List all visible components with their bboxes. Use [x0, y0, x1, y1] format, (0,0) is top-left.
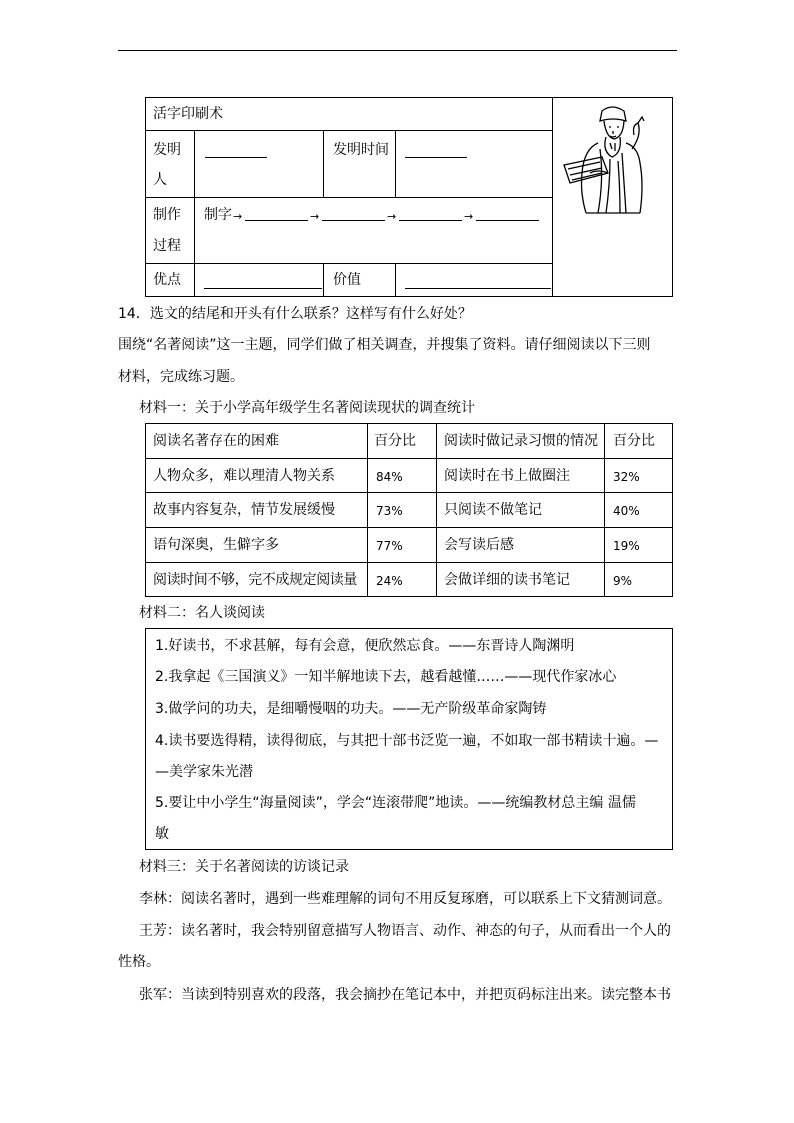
material2-title: 材料二：名人谈阅读	[139, 605, 265, 621]
arrow-icon: →	[387, 210, 397, 223]
value-blank[interactable]	[405, 288, 551, 289]
quote-line: —美学家朱光潜	[155, 764, 253, 780]
quote-line: 5.要让中小学生“海量阅读”，学会“连滚带爬”地读。——统编教材总主编 温儒	[155, 795, 636, 811]
table-cell: 24%	[376, 574, 403, 588]
question-14: 14．选文的结尾和开头有什么联系？这样写有什么好处？	[118, 306, 472, 322]
quote-line: 4.读书要选得精，读得彻底，与其把十部书泛览一遍，不如取一部书精读十遍。—	[155, 733, 659, 749]
table-cell: 19%	[613, 539, 640, 553]
table-cell: 40%	[613, 504, 640, 518]
table-cell: 人物众多，难以理清人物关系	[153, 468, 335, 484]
table-cell: 73%	[376, 504, 403, 518]
material1-title: 材料一：关于小学高年级学生名著阅读现状的调查统计	[139, 400, 475, 416]
table-cell: 语句深奥，生僻字多	[153, 537, 279, 553]
value-label: 价值	[333, 272, 361, 288]
intro-line-1: 围绕“名著阅读”这一主题，同学们做了相关调查，并搜集了资料。请仔细阅读以下三则	[118, 337, 651, 353]
table-cell: 故事内容复杂，情节发展缓慢	[153, 502, 335, 518]
table-cell: 会写读后感	[444, 537, 514, 553]
process-blank-1[interactable]	[245, 220, 308, 221]
process-start: 制字	[204, 207, 232, 223]
inventor-blank[interactable]	[205, 157, 267, 158]
process-label-2: 过程	[153, 238, 181, 254]
interview-line: 性格。	[118, 954, 160, 970]
process-blank-3[interactable]	[399, 220, 462, 221]
interview-line: 王芳：读名著时，我会特别留意描写人物语言、动作、神态的句子，从而看出一个人的	[139, 923, 671, 939]
interview-line: 张军：当读到特别喜欢的段落，我会摘抄在笔记本中，并把页码标注出来。读完整本书	[139, 987, 671, 1003]
printing-title: 活字印刷术	[153, 106, 223, 122]
quote-line: 敏	[155, 826, 169, 842]
arrow-icon: →	[464, 210, 474, 223]
quote-line: 3.做学问的功夫，是细嚼慢咽的功夫。——无产阶级革命家陶铸	[155, 701, 547, 717]
process-label: 制作	[153, 207, 181, 223]
table-cell: 只阅读不做笔记	[444, 502, 542, 518]
quote-line: 2.我拿起《三国演义》一知半解地读下去，越看越懂……——现代作家冰心	[155, 669, 617, 685]
intro-line-2: 材料，完成练习题。	[118, 369, 244, 385]
table-header: 百分比	[374, 433, 416, 449]
inventor-label-2: 人	[153, 172, 167, 188]
table-cell: 9%	[613, 574, 633, 588]
table-cell: 84%	[376, 470, 403, 484]
time-blank[interactable]	[405, 157, 467, 158]
scholar-portrait-icon	[560, 103, 668, 215]
table-cell: 会做详细的读书笔记	[444, 572, 570, 588]
process-blank-2[interactable]	[322, 220, 385, 221]
table-header: 阅读时做记录习惯的情况	[444, 433, 598, 449]
arrow-icon: →	[310, 210, 320, 223]
quote-line: 1.好读书，不求甚解，每有会意，便欣然忘食。——东晋诗人陶渊明	[155, 638, 575, 654]
table-header: 百分比	[613, 433, 655, 449]
interview-line: 李林：阅读名著时，遇到一些难理解的词句不用反复琢磨，可以联系上下文猜测词意。	[139, 891, 671, 907]
table-cell: 32%	[613, 470, 640, 484]
process-blank-4[interactable]	[476, 220, 539, 221]
inventor-label: 发明	[153, 142, 181, 158]
advantage-label: 优点	[153, 272, 181, 288]
table-cell: 阅读时在书上做圈注	[444, 468, 570, 484]
advantage-blank[interactable]	[204, 288, 322, 289]
table-cell: 77%	[376, 539, 403, 553]
time-label: 发明时间	[333, 142, 389, 158]
table-cell: 阅读时间不够，完不成规定阅读量	[153, 572, 357, 588]
table-header: 阅读名著存在的困难	[153, 433, 279, 449]
arrow-icon: →	[233, 210, 243, 223]
header-rule	[118, 50, 677, 51]
material3-title: 材料三：关于名著阅读的访谈记录	[139, 859, 349, 875]
